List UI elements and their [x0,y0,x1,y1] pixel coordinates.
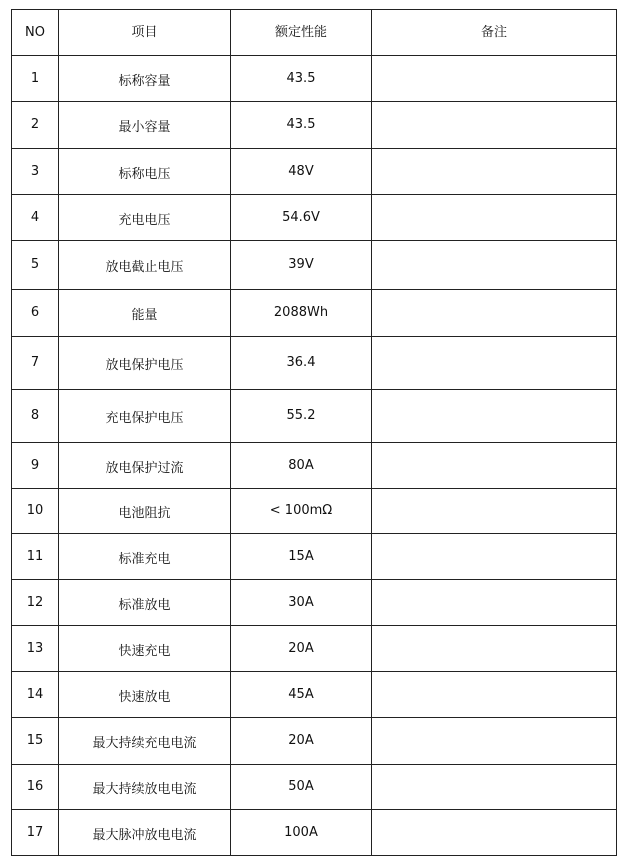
row-item: 标称电压 [59,149,231,195]
row-value: 80A [231,443,372,489]
row-note [372,765,617,810]
row-item: 电池阻抗 [59,489,231,534]
table-row [12,290,617,337]
row-note [372,337,617,390]
row-item: 放电保护过流 [59,443,231,489]
row-item: 标准放电 [59,580,231,626]
row-note [372,390,617,443]
row-value: 50A [231,765,372,810]
row-no: 5 [12,241,59,290]
row-note [372,672,617,718]
row-item: 最小容量 [59,102,231,149]
table-row [12,56,617,102]
table-row [12,390,617,443]
row-value: 43.5 [231,56,372,102]
row-no: 10 [12,489,59,534]
row-item: 放电截止电压 [59,241,231,290]
row-no: 11 [12,534,59,580]
row-no: 2 [12,102,59,149]
row-value: 55.2 [231,390,372,443]
row-note [372,534,617,580]
row-no: 14 [12,672,59,718]
row-value: 100A [231,810,372,856]
row-value: 2088Wh [231,290,372,337]
row-item: 充电电压 [59,195,231,241]
table-row [12,149,617,195]
row-no: 17 [12,810,59,856]
header-note: 备注 [372,10,617,56]
table-row [12,672,617,718]
row-value: 36.4 [231,337,372,390]
row-no: 7 [12,337,59,390]
table-row [12,765,617,810]
row-item: 标准充电 [59,534,231,580]
spec-table-body [12,56,617,856]
table-row [12,241,617,290]
row-note [372,149,617,195]
row-no: 16 [12,765,59,810]
row-item: 快速放电 [59,672,231,718]
row-no: 4 [12,195,59,241]
table-row [12,718,617,765]
row-note [372,56,617,102]
row-value: 20A [231,718,372,765]
row-no: 15 [12,718,59,765]
row-note [372,241,617,290]
row-note [372,626,617,672]
row-note [372,443,617,489]
row-item: 最大持续放电电流 [59,765,231,810]
row-item: 最大脉冲放电电流 [59,810,231,856]
row-value: 45A [231,672,372,718]
row-note [372,290,617,337]
row-no: 12 [12,580,59,626]
row-item: 标称容量 [59,56,231,102]
row-no: 3 [12,149,59,195]
table-row [12,810,617,856]
row-value: < 100mΩ [231,489,372,534]
row-note [372,580,617,626]
header-no: NO [12,10,59,56]
row-item: 放电保护电压 [59,337,231,390]
row-item: 最大持续充电电流 [59,718,231,765]
table-row [12,489,617,534]
row-value: 39V [231,241,372,290]
row-no: 6 [12,290,59,337]
table-row [12,337,617,390]
table-row [12,626,617,672]
row-value: 30A [231,580,372,626]
row-no: 9 [12,443,59,489]
header-rated: 额定性能 [231,10,372,56]
header-row [12,10,617,56]
row-no: 8 [12,390,59,443]
row-value: 15A [231,534,372,580]
row-no: 1 [12,56,59,102]
row-value: 48V [231,149,372,195]
spec-table [11,9,617,856]
table-row [12,102,617,149]
row-note [372,810,617,856]
table-row [12,580,617,626]
row-no: 13 [12,626,59,672]
row-note [372,489,617,534]
row-value: 54.6V [231,195,372,241]
table-row [12,534,617,580]
row-item: 充电保护电压 [59,390,231,443]
row-value: 20A [231,626,372,672]
row-item: 能量 [59,290,231,337]
row-note [372,718,617,765]
row-item: 快速充电 [59,626,231,672]
table-row [12,443,617,489]
row-value: 43.5 [231,102,372,149]
table-row [12,195,617,241]
row-note [372,102,617,149]
row-note [372,195,617,241]
header-item: 项目 [59,10,231,56]
